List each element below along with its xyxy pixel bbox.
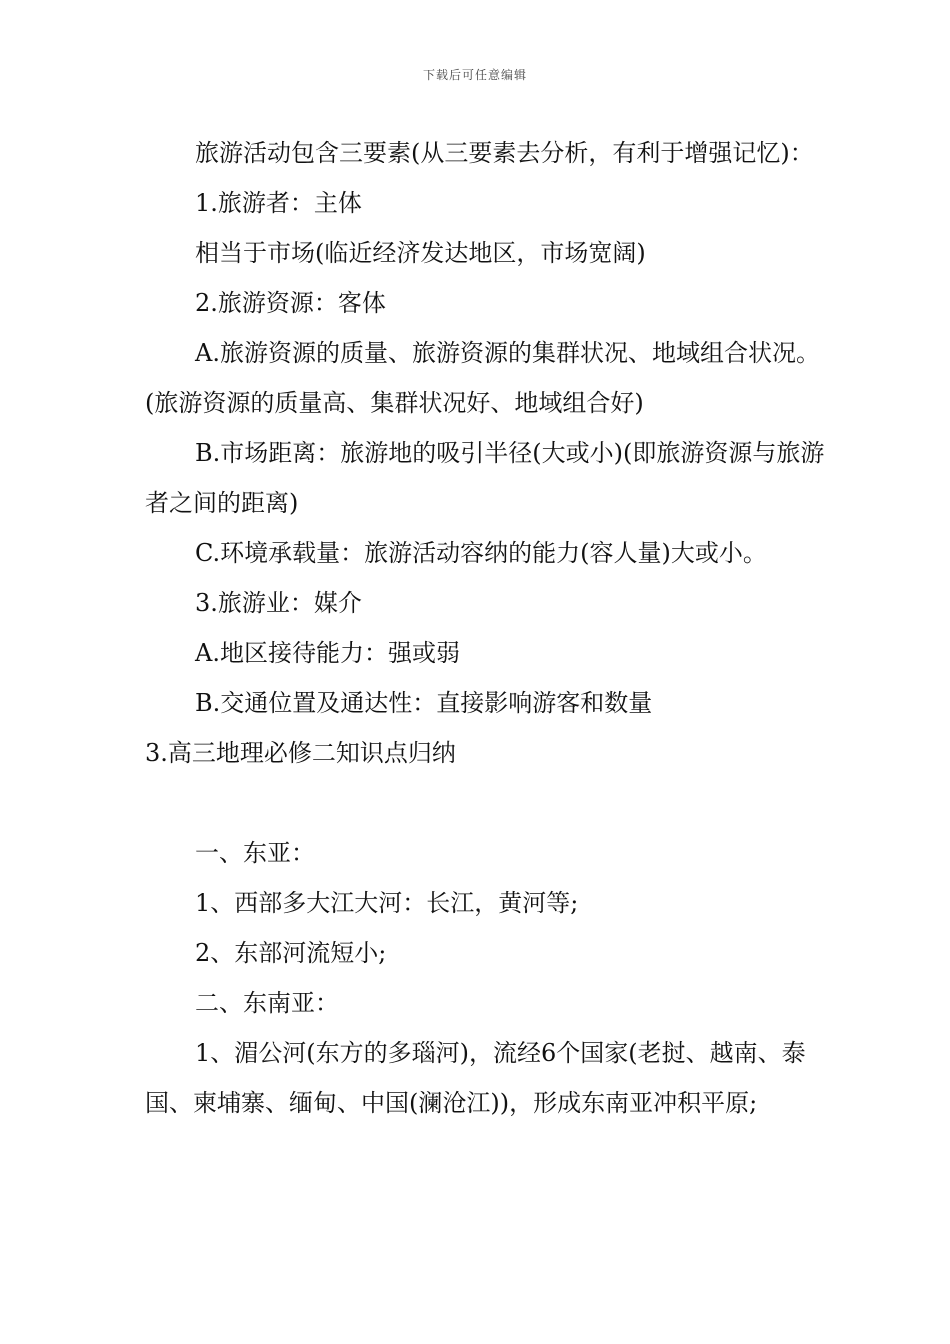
paragraph-tourist: 1.旅游者：主体 <box>195 189 362 217</box>
document-body <box>145 128 825 1128</box>
paragraph-resource-c: C.环境承载量：旅游活动容纳的能力(容人量)大或小。 <box>195 539 767 567</box>
paragraph-market: 相当于市场(临近经济发达地区，市场宽阔) <box>195 239 646 267</box>
paragraph-east-asia: 一、东亚： <box>195 839 315 867</box>
paragraph-east-asia-2: 2、东部河流短小; <box>195 939 387 967</box>
paragraph-industry-a: A.地区接待能力：强或弱 <box>195 639 460 667</box>
section-heading: 3.高三地理必修二知识点归纳 <box>145 739 456 767</box>
paragraph-intro: 旅游活动包含三要素(从三要素去分析，有利于增强记忆)： <box>195 139 814 167</box>
paragraph-resource-a: A.旅游资源的质量、旅游资源的集群状况、地域组合状况。(旅游资源的质量高、集群状况好、地域组合好) <box>145 339 820 417</box>
paragraph-east-asia-1: 1、西部多大江大河：长江，黄河等; <box>195 889 579 917</box>
paragraph-southeast-asia: 二、东南亚： <box>195 989 339 1017</box>
paragraph-resource-b: B.市场距离：旅游地的吸引半径(大或小)(即旅游资源与旅游者之间的距离) <box>145 439 825 517</box>
header-note: 下载后可任意编辑 <box>422 68 527 82</box>
paragraph-industry: 3.旅游业：媒介 <box>195 589 362 617</box>
paragraph-industry-b: B.交通位置及通达性：直接影响游客和数量 <box>195 689 653 717</box>
blank-line <box>145 778 825 828</box>
paragraph-resource: 2.旅游资源：客体 <box>195 289 386 317</box>
paragraph-southeast-asia-1: 1、湄公河(东方的多瑙河)，流经6个国家(老挝、越南、泰国、柬埔寨、缅甸、中国(澜沧江))，形成东南亚冲积平原; <box>145 1039 806 1117</box>
